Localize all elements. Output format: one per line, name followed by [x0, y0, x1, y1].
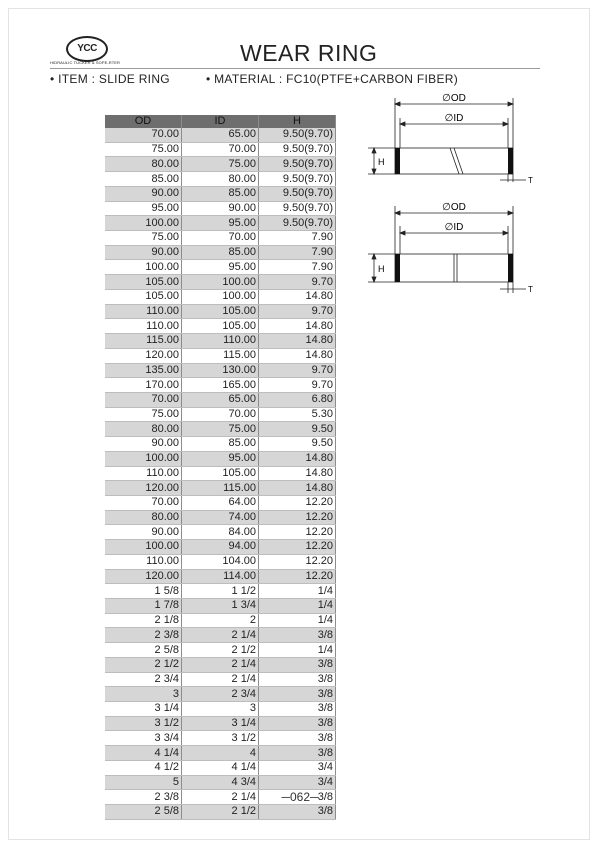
cell-id: 100.00 [182, 289, 259, 304]
table-row [105, 805, 336, 820]
cell-id: 84.00 [182, 525, 259, 540]
cell-id: 4 [182, 746, 259, 761]
cell-id: 90.00 [182, 201, 259, 216]
cell-h: 9.70 [259, 378, 336, 393]
item-spec: • ITEM : SLIDE RING [50, 72, 170, 86]
cell-id: 2 1/4 [182, 657, 259, 672]
company-logo [50, 36, 120, 70]
cell-od: 80.00 [105, 510, 182, 525]
id-label: ∅ID [444, 222, 464, 233]
cell-od: 4 1/2 [105, 760, 182, 775]
cell-id: 2 1/2 [182, 643, 259, 658]
cell-id: 115.00 [182, 481, 259, 496]
cell-od: 110.00 [105, 554, 182, 569]
table-row [105, 289, 336, 304]
table-row [105, 304, 336, 319]
cell-id: 105.00 [182, 319, 259, 334]
cell-id: 85.00 [182, 437, 259, 452]
table-row [105, 275, 336, 290]
cell-od: 2 5/8 [105, 643, 182, 658]
table-row [105, 569, 336, 584]
cell-od: 70.00 [105, 495, 182, 510]
cell-h: 3/4 [259, 760, 336, 775]
table-row [105, 731, 336, 746]
cell-od: 75.00 [105, 231, 182, 246]
cell-od: 3 1/4 [105, 702, 182, 717]
cell-id: 114.00 [182, 569, 259, 584]
cell-h: 3/8 [259, 746, 336, 761]
cell-id: 95.00 [182, 260, 259, 275]
table-row [105, 481, 336, 496]
header-id: ID [182, 115, 259, 128]
table-row [105, 687, 336, 702]
od-label: ∅OD [442, 93, 466, 104]
cell-od: 85.00 [105, 172, 182, 187]
table-row [105, 613, 336, 628]
table-row [105, 348, 336, 363]
table-row [105, 746, 336, 761]
cell-h: 3/4 [259, 775, 336, 790]
cell-od: 2 3/8 [105, 790, 182, 805]
table-row [105, 157, 336, 172]
table-row [105, 716, 336, 731]
cell-od: 100.00 [105, 451, 182, 466]
cell-od: 90.00 [105, 525, 182, 540]
cell-od: 2 1/8 [105, 613, 182, 628]
ring-section-left [395, 254, 400, 282]
cell-od: 120.00 [105, 481, 182, 496]
cell-od: 1 7/8 [105, 599, 182, 614]
cell-h: 9.50(9.70) [259, 142, 336, 157]
cell-h: 9.50 [259, 422, 336, 437]
cell-h: 9.50(9.70) [259, 128, 336, 142]
cell-id: 104.00 [182, 554, 259, 569]
page-number: ─062─ [281, 790, 319, 804]
logo-mark: YCC [66, 36, 108, 62]
h-label: H [378, 157, 385, 167]
cell-h: 3/8 [259, 687, 336, 702]
t-label: T [528, 176, 533, 185]
cell-h: 9.70 [259, 275, 336, 290]
cell-h: 14.80 [259, 334, 336, 349]
cell-id: 65.00 [182, 128, 259, 142]
cell-od: 100.00 [105, 540, 182, 555]
cell-id: 64.00 [182, 495, 259, 510]
table-row [105, 231, 336, 246]
cell-id: 85.00 [182, 245, 259, 260]
cell-h: 3/8 [259, 805, 336, 820]
cell-id: 2 3/4 [182, 687, 259, 702]
material-spec: • MATERIAL : FC10(PTFE+CARBON FIBER) [206, 72, 459, 86]
cell-od: 95.00 [105, 201, 182, 216]
table-body [105, 128, 336, 819]
table-row [105, 775, 336, 790]
cell-h: 14.80 [259, 289, 336, 304]
header-h: H [259, 115, 336, 128]
cell-od: 110.00 [105, 466, 182, 481]
header-od: OD [105, 115, 182, 128]
cell-h: 3/8 [259, 790, 336, 805]
cell-id: 70.00 [182, 407, 259, 422]
cell-id: 65.00 [182, 392, 259, 407]
cell-od: 135.00 [105, 363, 182, 378]
table-row [105, 540, 336, 555]
cell-id: 110.00 [182, 334, 259, 349]
cell-id: 1 1/2 [182, 584, 259, 599]
cell-h: 12.20 [259, 525, 336, 540]
id-label: ∅ID [444, 113, 464, 124]
cell-h: 1/4 [259, 643, 336, 658]
cell-h: 3/8 [259, 657, 336, 672]
table-row [105, 334, 336, 349]
od-label: ∅OD [442, 202, 466, 213]
ring-diagram-angled-cut [360, 90, 540, 200]
cell-id: 74.00 [182, 510, 259, 525]
cell-h: 7.90 [259, 260, 336, 275]
cell-od: 2 3/8 [105, 628, 182, 643]
cell-id: 75.00 [182, 157, 259, 172]
cell-od: 105.00 [105, 275, 182, 290]
cell-od: 2 1/2 [105, 657, 182, 672]
cell-h: 12.20 [259, 540, 336, 555]
table-row [105, 584, 336, 599]
cell-id: 70.00 [182, 142, 259, 157]
cell-od: 75.00 [105, 142, 182, 157]
table-row [105, 702, 336, 717]
cell-id: 80.00 [182, 172, 259, 187]
table-row [105, 525, 336, 540]
cell-id: 105.00 [182, 304, 259, 319]
cell-id: 100.00 [182, 275, 259, 290]
cell-h: 1/4 [259, 599, 336, 614]
cell-h: 3/8 [259, 628, 336, 643]
cell-od: 3 [105, 687, 182, 702]
cell-h: 9.70 [259, 304, 336, 319]
cell-id: 165.00 [182, 378, 259, 393]
ring-section-right [508, 148, 513, 174]
cell-od: 2 5/8 [105, 805, 182, 820]
cell-id: 115.00 [182, 348, 259, 363]
table-row [105, 510, 336, 525]
cell-h: 9.50 [259, 437, 336, 452]
cell-h: 6.80 [259, 392, 336, 407]
cell-h: 9.50(9.70) [259, 186, 336, 201]
cell-od: 5 [105, 775, 182, 790]
cell-od: 75.00 [105, 407, 182, 422]
cell-h: 3/8 [259, 702, 336, 717]
cell-od: 80.00 [105, 157, 182, 172]
cell-id: 2 1/4 [182, 628, 259, 643]
cell-od: 4 1/4 [105, 746, 182, 761]
cell-h: 9.50(9.70) [259, 201, 336, 216]
cell-id: 95.00 [182, 451, 259, 466]
size-table [105, 115, 336, 820]
cell-id: 130.00 [182, 363, 259, 378]
cell-od: 70.00 [105, 128, 182, 142]
table-row [105, 407, 336, 422]
cell-h: 9.50(9.70) [259, 157, 336, 172]
cell-h: 9.50(9.70) [259, 216, 336, 231]
cell-od: 90.00 [105, 186, 182, 201]
cell-id: 94.00 [182, 540, 259, 555]
table-row [105, 216, 336, 231]
cell-h: 9.50(9.70) [259, 172, 336, 187]
cell-h: 3/8 [259, 672, 336, 687]
cell-id: 2 1/4 [182, 790, 259, 805]
table-row [105, 319, 336, 334]
title-divider [50, 68, 540, 69]
cell-id: 1 3/4 [182, 599, 259, 614]
cell-h: 7.90 [259, 245, 336, 260]
cell-h: 14.80 [259, 319, 336, 334]
table-row [105, 378, 336, 393]
cell-id: 3 1/4 [182, 716, 259, 731]
table-row [105, 643, 336, 658]
cell-od: 90.00 [105, 437, 182, 452]
cell-od: 100.00 [105, 216, 182, 231]
cell-h: 9.70 [259, 363, 336, 378]
cell-h: 12.20 [259, 510, 336, 525]
cell-od: 120.00 [105, 348, 182, 363]
cell-h: 12.20 [259, 495, 336, 510]
cell-od: 115.00 [105, 334, 182, 349]
cell-h: 3/8 [259, 716, 336, 731]
table-row [105, 495, 336, 510]
cell-id: 75.00 [182, 422, 259, 437]
cell-od: 90.00 [105, 245, 182, 260]
table-row [105, 260, 336, 275]
table-row [105, 363, 336, 378]
cell-h: 14.80 [259, 466, 336, 481]
table-row [105, 437, 336, 452]
cell-h: 5.30 [259, 407, 336, 422]
cell-od: 1 5/8 [105, 584, 182, 599]
table-row [105, 760, 336, 775]
table-row [105, 172, 336, 187]
cell-h: 14.80 [259, 481, 336, 496]
cell-od: 110.00 [105, 319, 182, 334]
cell-od: 120.00 [105, 569, 182, 584]
cell-h: 12.20 [259, 554, 336, 569]
cell-h: 3/8 [259, 731, 336, 746]
cell-od: 3 3/4 [105, 731, 182, 746]
cell-id: 105.00 [182, 466, 259, 481]
table-row [105, 657, 336, 672]
cell-h: 14.80 [259, 451, 336, 466]
table-row [105, 128, 336, 142]
cell-h: 1/4 [259, 584, 336, 599]
cell-od: 3 1/2 [105, 716, 182, 731]
table-row [105, 201, 336, 216]
cell-id: 4 3/4 [182, 775, 259, 790]
table-row [105, 466, 336, 481]
h-label: H [378, 264, 385, 274]
cell-id: 2 1/4 [182, 672, 259, 687]
cell-id: 2 1/2 [182, 805, 259, 820]
cell-id: 70.00 [182, 231, 259, 246]
ring-section-right [508, 254, 513, 282]
cell-od: 70.00 [105, 392, 182, 407]
cell-id: 2 [182, 613, 259, 628]
table-row [105, 186, 336, 201]
table-row [105, 142, 336, 157]
table-row [105, 554, 336, 569]
t-label: T [528, 285, 533, 294]
cell-h: 14.80 [259, 348, 336, 363]
cell-od: 100.00 [105, 260, 182, 275]
table-row [105, 628, 336, 643]
table-header-row [105, 115, 336, 128]
table-row [105, 672, 336, 687]
cell-od: 80.00 [105, 422, 182, 437]
table-row [105, 451, 336, 466]
ring-diagram-straight-cut [360, 198, 540, 308]
cell-id: 3 1/2 [182, 731, 259, 746]
cell-od: 170.00 [105, 378, 182, 393]
cell-od: 2 3/4 [105, 672, 182, 687]
cell-id: 95.00 [182, 216, 259, 231]
cell-h: 12.20 [259, 569, 336, 584]
ring-section-left [395, 148, 400, 174]
cell-od: 110.00 [105, 304, 182, 319]
cell-id: 3 [182, 702, 259, 717]
table-row [105, 392, 336, 407]
cell-h: 7.90 [259, 231, 336, 246]
table-row [105, 245, 336, 260]
page-title: WEAR RING [240, 40, 378, 66]
logo-caption: HIDRAULIC TUCKER & SOPE-RTER [50, 60, 120, 65]
table-row [105, 422, 336, 437]
table-row [105, 599, 336, 614]
cell-id: 4 1/4 [182, 760, 259, 775]
cell-id: 85.00 [182, 186, 259, 201]
cell-od: 105.00 [105, 289, 182, 304]
cell-h: 1/4 [259, 613, 336, 628]
